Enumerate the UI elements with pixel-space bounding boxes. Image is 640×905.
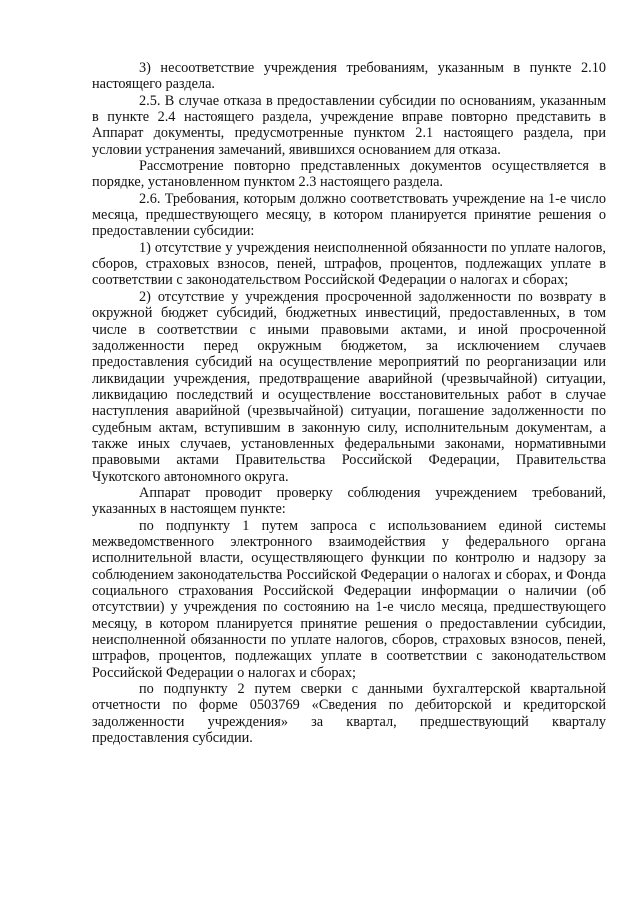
paragraph-2-6: 2.6. Требования, которым должно соответствовать учреждение на 1-е число месяца, предшествующего месяцу, в котором планируется принятие решения о предоставлении субсидии: [92, 190, 606, 240]
paragraph-verification-intro: Аппарат проводит проверку соблюдения учреждением требований, указанных в настоящем пункте: [92, 484, 606, 518]
paragraph-resubmission-review: Рассмотрение повторно представленных документов осуществляется в порядке, установленном пунктом 2.3 настоящего раздела. [92, 158, 606, 191]
paragraph-verification-subitem-2: по подпункту 2 путем сверки с данными бухгалтерской квартальной отчетности по форме 0503769 «Сведения по дебиторской и кредиторской задолженности учреждения» за квартал, предшествующий кварталу предоставления субсидии. [92, 681, 606, 747]
paragraph-item-3-clause: 3) несоответствие учреждения требованиям, указанным в пункте 2.10 настоящего раздела. [92, 60, 606, 93]
document-page [92, 60, 606, 746]
paragraph-2-5: 2.5. В случае отказа в предоставлении субсидии по основаниям, указанным в пункте 2.4 настоящего раздела, учреждение вправе повторно представить в Аппарат документы, предусмотренные пунктом 2.1 настоящего раздела, при условии устранения замечаний, явившихся основанием для отказа. [92, 92, 606, 158]
paragraph-requirement-2: 2) отсутствие у учреждения просроченной задолженности по возврату в окружной бюджет субсидий, бюджетных инвестиций, предоставленных, в том числе в соответствии с иными правовыми актами, и иной просроченной задолженности перед окружным бюджетом, за исключением случаев предоставления субсидий на осуществление мероприятий по реорганизации или ликвидации учреждения, предотвращение аварийной (чрезвычайной) ситуации, ликвидацию последствий и осуществление восстановительных работ в случае наступления аварийной (чрезвычайной) ситуации, погашение задолженности по судебным актам, вступившим в законную силу, исполнительным документам, а также иных случаев, установленных федеральными законами, нормативными правовыми актами Правительства Российской Федерации, Правительства Чукотского автономного округа. [92, 288, 606, 485]
paragraph-requirement-1: 1) отсутствие у учреждения неисполненной обязанности по уплате налогов, сборов, страховых взносов, пеней, штрафов, процентов, подлежащих уплате в соответствии с законодательством Российской Федерации о налогах и сборах; [92, 239, 606, 289]
paragraph-verification-subitem-1: по подпункту 1 путем запроса с использованием единой системы межведомственного электронного взаимодействия у федерального органа исполнительной власти, осуществляющего функции по контролю и надзору за соблюдением законодательства Российской Федерации о налогах и сборах, и Фонда социального страхования Российской Федерации информации о наличии (об отсутствии) у учреждения по состоянию на 1-е число месяца, предшествующего месяцу, в котором планируется принятие решения о предоставлении субсидии, неисполненной обязанности по уплате налогов, сборов, страховых взносов, пеней, штрафов, процентов, подлежащих уплате в соответствии с законодательством Российской Федерации о налогах и сборах; [92, 517, 606, 681]
